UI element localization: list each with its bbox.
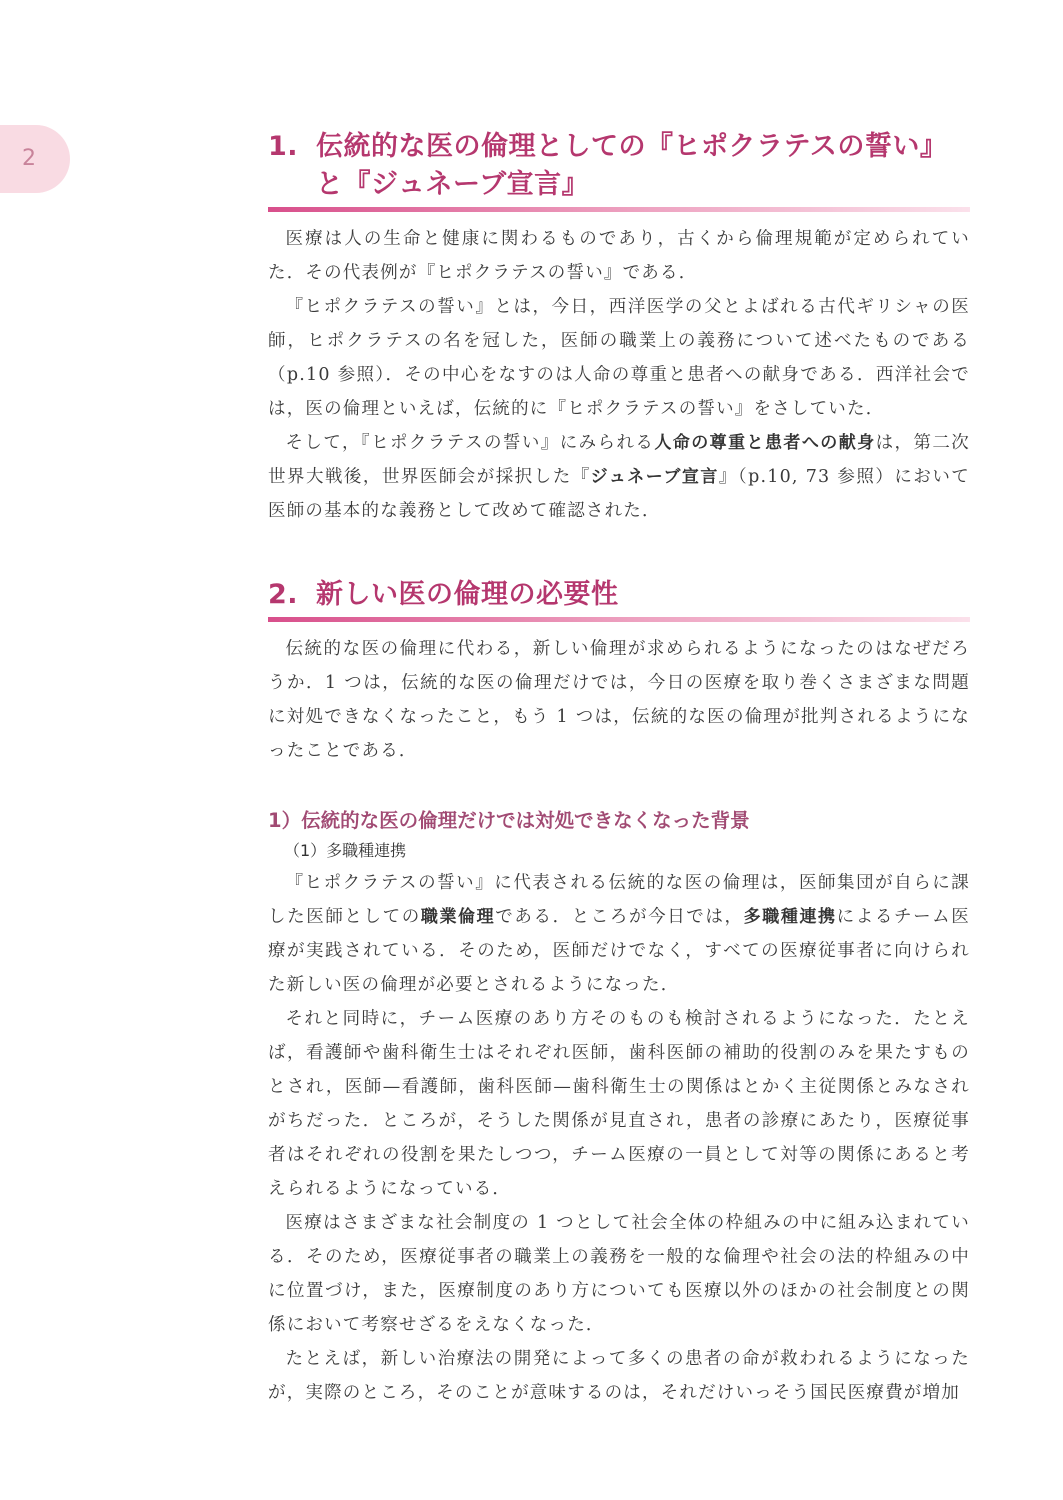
p3-text-c: は，第二次世界大戦後，世界医師会が採択した『 xyxy=(268,433,971,487)
section1-title-line1: 伝統的な医の倫理としての『ヒポクラテスの誓い』 xyxy=(316,131,948,162)
section2-title: 新しい医の倫理の必要性 xyxy=(316,579,619,610)
section2-number: 2. xyxy=(268,579,299,610)
page-number: 2 xyxy=(22,146,36,171)
section1-heading xyxy=(268,128,970,204)
subsection1-paragraph-2: それと同時に，チーム医療のあり方そのものも検討されるようになった．たとえば，看護師や歯科衛生士はそれぞれ医師，歯科医師の補助的役割のみを果たすものとされ，医師—看護師，歯科医師—歯科衛生士の関係はとかく主従関係とみなされがちだった．ところが，そうした関係が見直され，患者の診療にあたり，医療従事者はそれぞれの役割を果たしつつ，チーム医療の一員として対等の関係にあると考えられるようになっている． xyxy=(268,1009,970,1199)
subsection1-paragraph-4: たとえば，新しい治療法の開発によって多くの患者の命が救われるようになったが，実際のところ，そのことが意味するのは，それだけいっそう国民医療費が増加 xyxy=(268,1349,970,1403)
p3-bold-respect: 人命の尊重と患者への献身 xyxy=(654,433,876,453)
p3-bold-geneva: ジュネーブ宣言 xyxy=(590,467,719,487)
section1-underline xyxy=(268,207,970,212)
subsection1-heading: 1）伝統的な医の倫理だけでは対処できなくなった背景 xyxy=(268,809,750,832)
section1-number: 1. xyxy=(268,131,299,162)
section1-paragraph-3 xyxy=(268,426,970,528)
sp1-text-a: 『ヒポクラテスの誓い』に代表される伝統的な医の倫理は，医師集団が自らに課した医師としての xyxy=(268,873,970,927)
subsection1-paragraph-3: 医療はさまざまな社会制度の 1 つとして社会全体の枠組みの中に組み込まれている．そのため，医療従事者の職業上の義務を一般的な倫理や社会の法的枠組みの中に位置づけ，また，医療制度のあり方についても医療以外のほかの社会制度との関係において考察せざるをえなくなった． xyxy=(268,1213,970,1335)
main-content xyxy=(268,128,970,1410)
section2-paragraph-1: 伝統的な医の倫理に代わる，新しい倫理が求められるようになったのはなぜだろうか．1 つは，伝統的な医の倫理だけでは，今日の医療を取り巻くさまざまな問題に対処できなくなったこと，もう 1 つは，伝統的な医の倫理が批判されるようになったことである． xyxy=(268,639,970,761)
subsection1-paragraph-1 xyxy=(268,866,970,1002)
section2-underline xyxy=(268,617,970,622)
section2-heading xyxy=(268,576,970,614)
section1-paragraph-2: 『ヒポクラテスの誓い』とは，今日，西洋医学の父とよばれる古代ギリシャの医師，ヒポクラテスの名を冠した，医師の職業上の義務について述べたものである（p.10 参照）．その中心をなすのは人命の尊重と患者への献身である．西洋社会では，医の倫理といえば，伝統的に『ヒポクラテスの誓い』をさしていた． xyxy=(268,297,970,419)
sp1-text-c: である．ところが今日では， xyxy=(495,907,744,927)
p3-text-e: 』（p.10, 73 参照）において医師の基本的な義務として改めて確認された． xyxy=(268,467,971,521)
p3-text-a: そして，『ヒポクラテスの誓い』にみられる xyxy=(285,433,655,453)
sp1-bold-ethics: 職業倫理 xyxy=(420,907,496,927)
section1-title-line2: と『ジュネーブ宣言』 xyxy=(316,169,590,200)
section1-paragraph-1: 医療は人の生命と健康に関わるものであり，古くから倫理規範が定められていた．その代表例が『ヒポクラテスの誓い』である． xyxy=(268,229,970,283)
item1-heading: （1）多職種連携 xyxy=(284,841,407,860)
sp1-bold-collab: 多職種連携 xyxy=(743,907,837,927)
sp1-text-e: によるチーム医療が実践されている．そのため，医師だけでなく，すべての医療従事者に向けられた新しい医の倫理が必要とされるようになった． xyxy=(268,907,970,995)
